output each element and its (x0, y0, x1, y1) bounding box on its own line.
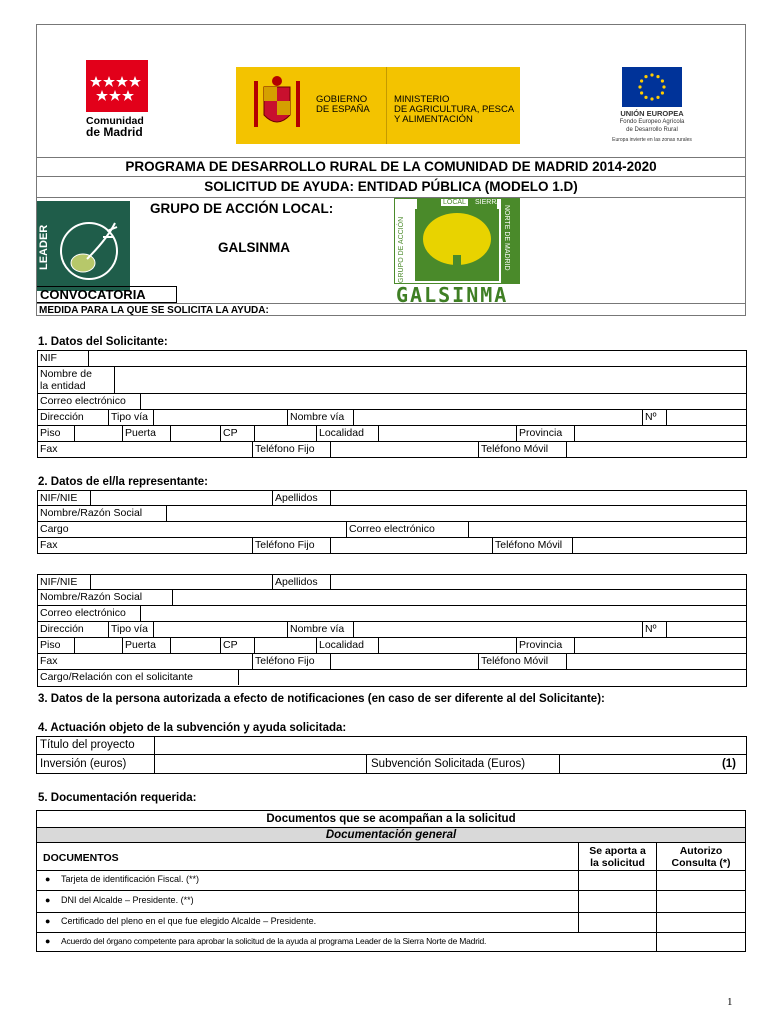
bullet-icon: ● (45, 916, 51, 926)
section5-title: 5. Documentación requerida: (38, 792, 197, 804)
piso-label: Piso (40, 427, 61, 439)
tree-norte-text: NORTE DE MADRID (503, 205, 510, 271)
row-direccion (37, 410, 747, 426)
nombre-field[interactable] (114, 367, 747, 393)
nombre-l2: la entidad (40, 380, 86, 392)
nombre-razon-3-field[interactable] (172, 590, 747, 605)
correo-3-field[interactable] (140, 606, 747, 621)
piso-field[interactable] (74, 426, 122, 441)
fax-3-label: Fax (40, 655, 58, 667)
ue-line1: UNIÓN EUROPEA (620, 109, 684, 118)
page-number: 1 (727, 996, 733, 1008)
tipo-via-3-field[interactable] (153, 622, 287, 637)
section2-title: 2. Datos de el/la representante: (38, 476, 209, 488)
galsinma-tree-logo (394, 198, 520, 284)
tel-fijo-3-field[interactable] (330, 654, 478, 669)
titulo-proyecto-label: Título del proyecto (37, 737, 155, 755)
nif-label: NIF (40, 352, 57, 364)
tree-icon (415, 209, 499, 281)
cm-line1: Comunidad (86, 115, 144, 127)
col-autorizo-l1: Autorizo (679, 845, 723, 857)
nota-1: (1) (721, 758, 736, 770)
doc-row-4 (37, 932, 745, 951)
row-fax-rep (37, 538, 747, 554)
num-label: Nº (642, 410, 666, 425)
row-nifnie (37, 490, 747, 506)
doc-head: Documentos que se acompañan a la solicitud (266, 813, 516, 825)
nombre-razon-3-label: Nombre/Razón Social (40, 591, 143, 603)
galsinma-logo-text: GALSINMA (396, 283, 509, 307)
puerta-3-label: Puerta (122, 638, 170, 653)
tel-fijo-field[interactable] (330, 442, 478, 457)
autorizo-1-checkbox[interactable] (656, 871, 746, 890)
fax-rep-label: Fax (40, 539, 58, 551)
medida-label: MEDIDA PARA LA QUE SE SOLICITA LA AYUDA: (39, 305, 269, 316)
coat-of-arms-icon (248, 73, 306, 139)
col-documentos: DOCUMENTOS (43, 852, 119, 864)
puerta-field[interactable] (170, 426, 220, 441)
nifnie-field[interactable] (90, 491, 272, 506)
subvencion-field[interactable] (560, 755, 746, 773)
grupo-value: GALSINMA (218, 240, 290, 255)
row-nombre-razon (37, 506, 747, 522)
tel-movil-field[interactable] (566, 442, 747, 457)
provincia-3-label: Provincia (516, 638, 574, 653)
bullet-icon: ● (45, 936, 51, 946)
correo-label: Correo electrónico (40, 395, 126, 407)
puerta-3-field[interactable] (170, 638, 220, 653)
localidad-field[interactable] (378, 426, 516, 441)
leader-text: LEADER (38, 224, 50, 270)
tree-sierra-text: SIERRA (475, 199, 502, 206)
provincia-field[interactable] (574, 426, 747, 441)
gob-m3: Y ALIMENTACIÓN (394, 114, 473, 125)
provincia-3-field[interactable] (574, 638, 747, 653)
row-direccion-3 (37, 622, 747, 638)
autorizo-2-checkbox[interactable] (656, 891, 746, 912)
subvencion-label: Subvención Solicitada (Euros) (367, 755, 560, 773)
doc-item-4: Acuerdo del órgano competente para aprobar la solicitud de la ayuda al programa Leader de la Sierra Norte de Madrid. (61, 936, 487, 946)
localidad-label: Localidad (316, 426, 378, 441)
cp-field[interactable] (254, 426, 316, 441)
tel-movil-rep-label: Teléfono Móvil (492, 538, 572, 553)
nombre-via-label: Nombre vía (287, 410, 353, 425)
ue-line2: Fondo Europeo Agrícola (619, 119, 685, 125)
fax-label: Fax (40, 443, 58, 455)
row-correo (37, 394, 747, 410)
gob-m2: DE AGRICULTURA, PESCA (394, 104, 515, 115)
row-fax-3 (37, 654, 747, 670)
gob-line1: GOBIERNO (316, 94, 368, 105)
nombre-via-3-label: Nombre vía (287, 622, 353, 637)
direccion-label: Dirección (40, 411, 84, 423)
grupo-label: GRUPO DE ACCIÓN LOCAL: (150, 201, 334, 216)
correo-rep-label: Correo electrónico (346, 522, 468, 537)
eu-flag-logo (622, 67, 682, 107)
tel-movil-rep-field[interactable] (572, 538, 747, 553)
autorizo-4-checkbox[interactable] (656, 933, 746, 951)
nombre-razon-field[interactable] (166, 506, 747, 521)
correo-rep-field[interactable] (468, 522, 747, 537)
direccion-3-label: Dirección (40, 623, 84, 635)
section4-title: 4. Actuación objeto de la subvención y ayuda solicitada: (38, 722, 347, 734)
doc-item-1: Tarjeta de identificación Fiscal. (**) (61, 874, 200, 884)
nifnie-label: NIF/NIE (40, 492, 78, 504)
tipo-via-label: Tipo vía (108, 410, 153, 425)
cm-line2: de Madrid (86, 125, 143, 139)
convocatoria-box[interactable] (37, 286, 177, 303)
cargo-rel-field[interactable] (238, 670, 747, 685)
ministerio-text (394, 95, 514, 125)
tel-movil-label: Teléfono Móvil (478, 442, 566, 457)
nifnie-3-field[interactable] (90, 575, 272, 590)
row-cargo-rel (37, 670, 747, 687)
section3-title: 3. Datos de la persona autorizada a efecto de notificaciones (en caso de ser diferente al del Solicitante): (38, 693, 605, 705)
nombre-razon-label: Nombre/Razón Social (40, 507, 143, 519)
row-nifnie-3 (37, 574, 747, 590)
bullet-icon: ● (45, 895, 51, 905)
apellidos-label: Apellidos (272, 491, 330, 506)
tipo-via-field[interactable] (153, 410, 287, 425)
aporta-3-checkbox[interactable] (578, 913, 657, 932)
nif-field[interactable] (88, 351, 747, 366)
piso-3-field[interactable] (74, 638, 122, 653)
cp-3-field[interactable] (254, 638, 316, 653)
cargo-label: Cargo (40, 523, 69, 535)
apellidos-3-label: Apellidos (272, 575, 330, 590)
row-nif (37, 350, 747, 367)
gobierno-espana-logo (236, 67, 520, 144)
row-nombre-razon-3 (37, 590, 747, 606)
row-piso-3 (37, 638, 747, 654)
puerta-label: Puerta (122, 426, 170, 441)
apellidos-3-field[interactable] (330, 575, 747, 590)
col-aporta (578, 843, 656, 870)
cargo-rel-label: Cargo/Relación con el solicitante (40, 671, 193, 683)
tel-fijo-rep-field[interactable] (330, 538, 492, 553)
actuacion-table (36, 736, 747, 774)
comunidad-madrid-flag-logo (86, 60, 148, 112)
row-fax (37, 442, 747, 458)
tree-accion-text: GRUPO DE ACCIÓN (398, 216, 405, 283)
ue-line4: Europa invierte en las zonas rurales (612, 137, 692, 143)
eu-stars-icon (622, 67, 682, 107)
doc-row-2 (37, 890, 745, 912)
solicitante-table (37, 350, 747, 458)
col-autorizo (656, 843, 745, 870)
doc-general: Documentación general (37, 827, 745, 843)
correo-3-label: Correo electrónico (40, 607, 126, 619)
tel-fijo-rep-label: Teléfono Fijo (252, 538, 330, 553)
comunidad-madrid-text (86, 116, 144, 138)
apellidos-field[interactable] (330, 491, 747, 506)
title-programa: PROGRAMA DE DESARROLLO RURAL DE LA COMUNIDAD DE MADRID 2014-2020 (125, 159, 657, 174)
notificaciones-table (37, 574, 747, 687)
title-solicitud: SOLICITUD DE AYUDA: ENTIDAD PÚBLICA (MODELO 1.D) (204, 179, 578, 194)
tipo-via-3-label: Tipo vía (108, 622, 153, 637)
doc-row-1 (37, 870, 745, 890)
documentacion-table (36, 810, 746, 952)
piso-3-label: Piso (40, 639, 61, 651)
row-cargo (37, 522, 747, 538)
nombre-l1: Nombre de (40, 368, 92, 380)
row-piso (37, 426, 747, 442)
doc-item-3: Certificado del pleno en el que fue elegido Alcalde – Presidente. (61, 916, 317, 926)
section1-title: 1. Datos del Solicitante: (38, 336, 168, 348)
inversion-field[interactable] (155, 755, 367, 773)
aporta-1-checkbox[interactable] (578, 871, 657, 890)
nombre-via-field[interactable] (353, 410, 642, 425)
doc-header-row (37, 842, 745, 870)
tel-fijo-3-label: Teléfono Fijo (252, 654, 330, 669)
doc-row-3 (37, 912, 745, 932)
gob-m1: MINISTERIO (394, 94, 450, 105)
representante-table (37, 490, 747, 554)
tel-movil-3-field[interactable] (566, 654, 747, 669)
nifnie-3-label: NIF/NIE (40, 576, 78, 588)
tel-fijo-label: Teléfono Fijo (252, 442, 330, 457)
col-aporta-l2: la solicitud (590, 857, 645, 869)
tree-local-text: LOCAL (443, 199, 466, 206)
row-correo-3 (37, 606, 747, 622)
titulo-proyecto-field[interactable] (155, 737, 746, 755)
correo-field[interactable] (140, 394, 747, 409)
cp-label: CP (220, 426, 254, 441)
nombre-label (38, 367, 114, 393)
gobierno-text (316, 95, 370, 115)
tel-movil-3-label: Teléfono Móvil (478, 654, 566, 669)
num-field[interactable] (666, 410, 747, 425)
num-3-field[interactable] (666, 622, 747, 637)
provincia-label: Provincia (516, 426, 574, 441)
col-aporta-l1: Se aporta a (589, 845, 646, 857)
localidad-3-label: Localidad (316, 638, 378, 653)
num-3-label: Nº (642, 622, 666, 637)
stars-icon (86, 60, 148, 112)
eu-text (606, 110, 698, 144)
cp-3-label: CP (220, 638, 254, 653)
gob-line2: DE ESPAÑA (316, 104, 370, 115)
autorizo-3-checkbox[interactable] (656, 913, 746, 932)
leader-emblem-icon (57, 209, 127, 285)
convocatoria-label: CONVOCATORIA (40, 287, 146, 302)
bullet-icon: ● (45, 874, 51, 884)
aporta-2-checkbox[interactable] (578, 891, 657, 912)
row-nombre (37, 367, 747, 394)
doc-item-2: DNI del Alcalde – Presidente. (**) (61, 895, 194, 905)
col-autorizo-l2: Consulta (*) (671, 857, 731, 869)
ue-line3: de Desarrollo Rural (626, 127, 678, 133)
inversion-label: Inversión (euros) (37, 755, 155, 773)
nombre-via-3-field[interactable] (353, 622, 642, 637)
leader-logo (37, 201, 130, 291)
localidad-3-field[interactable] (378, 638, 516, 653)
